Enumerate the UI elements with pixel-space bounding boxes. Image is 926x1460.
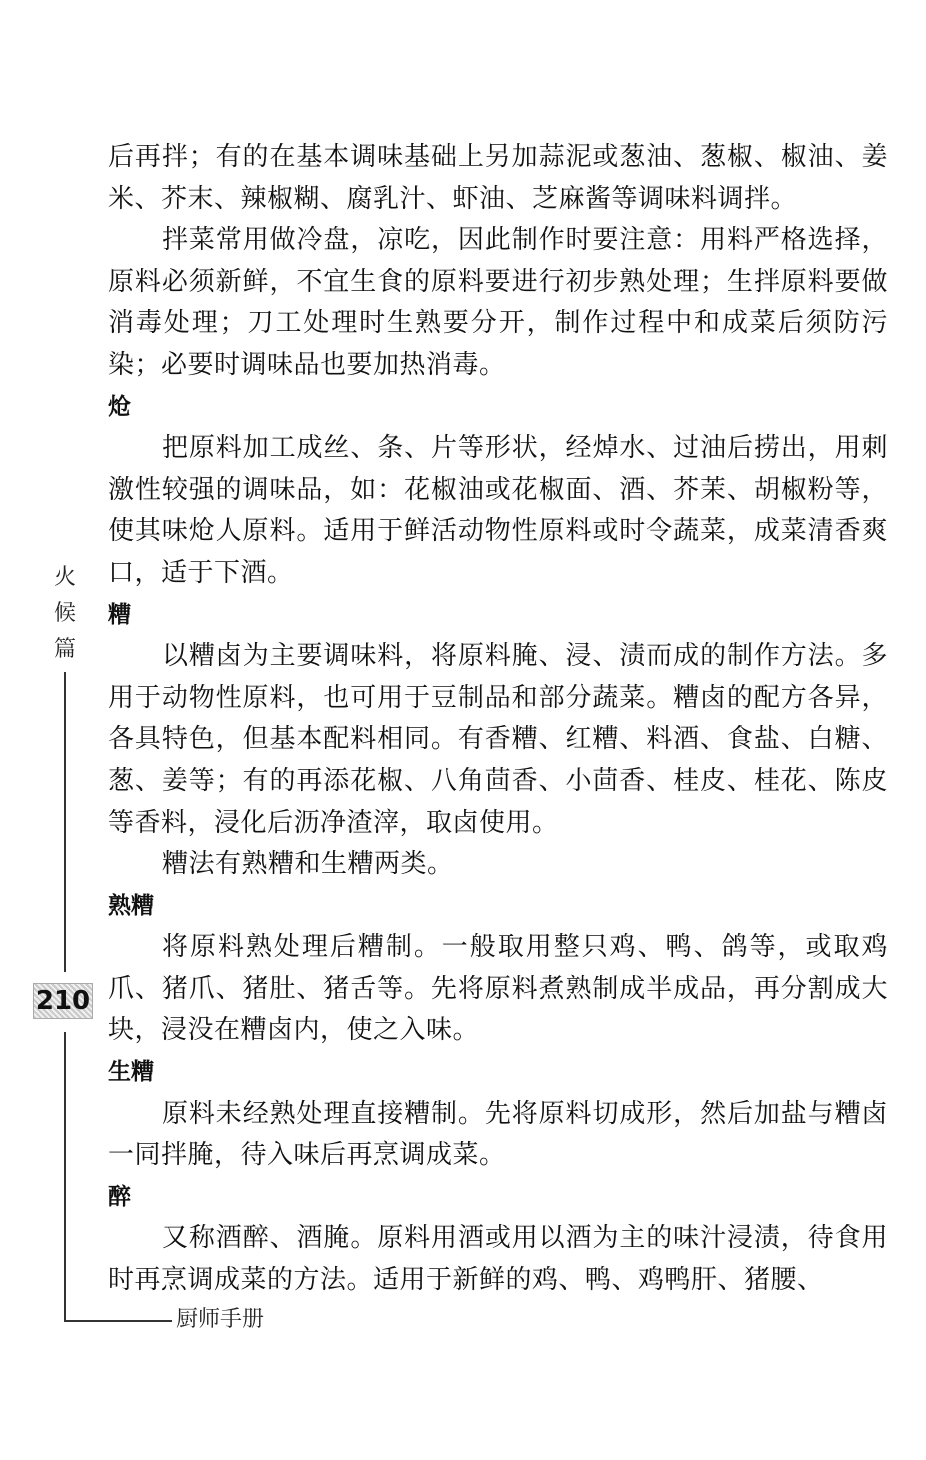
paragraph-continuation: 后再拌；有的在基本调味基础上另加蒜泥或葱油、葱椒、椒油、姜米、芥末、辣椒糊、腐乳汁、虾油、芝麻酱等调味料调拌。 (108, 142, 888, 214)
sidebar-rule-lower (64, 1032, 66, 1322)
heading-shengzao: 生糟 (108, 1059, 154, 1086)
heading-shuzao: 熟糟 (108, 892, 154, 919)
heading-zui: 醉 (108, 1183, 131, 1210)
paragraph-shuzao: 将原料熟处理后糟制。一般取用整只鸡、鸭、鸽等，或取鸡爪、猪爪、猪肚、猪舌等。先将原料煮熟制成半成品，再分割成大块，浸没在糟卤内，使之入味。 (108, 932, 888, 1046)
paragraph-shengzao: 原料未经熟处理直接糟制。先将原料切成形，然后加盐与糟卤一同拌腌，待入味后再烹调成菜。 (108, 1098, 888, 1171)
heading-qiang: 炝 (108, 393, 131, 420)
page-number: 210 (33, 983, 93, 1019)
paragraph-zui: 又称酒醉、酒腌。原料用酒或用以酒为主的味汁浸渍，待食用时再烹调成菜的方法。适用于新鲜的鸡、鸭、鸡鸭肝、猪腰、 (108, 1223, 888, 1296)
footer-book-title: 厨师手册 (176, 1307, 265, 1332)
paragraph-zao-types: 糟法有熟糟和生糟两类。 (162, 849, 454, 880)
paragraph-ban-notes: 拌菜常用做冷盘，凉吃，因此制作时要注意：用料严格选择，原料必须新鲜，不宜生食的原料要进行初步熟处理；生拌原料要做消毒处理；刀工处理时生熟要分开，制作过程中和成菜后须防污染；必要时调味品也要加热消毒。 (108, 225, 888, 380)
heading-zao: 糟 (108, 601, 131, 628)
footer-rule (64, 1320, 172, 1322)
sidebar-rule-upper (64, 672, 66, 972)
page-body (108, 137, 888, 1302)
paragraph-qiang: 把原料加工成丝、条、片等形状，经焯水、过油后捞出，用刺激性较强的调味品，如：花椒油或花椒面、酒、芥茉、胡椒粉等，使其味炝人原料。适用于鲜活动物性原料或时令蔬菜，成菜清香爽口，适于下酒。 (108, 433, 888, 588)
paragraph-zao: 以糟卤为主要调味料，将原料腌、浸、渍而成的制作方法。多用于动物性原料，也可用于豆制品和部分蔬菜。糟卤的配方各异，各具特色，但基本配料相同。有香糟、红糟、料酒、食盐、白糖、葱、姜等；有的再添花椒、八角茴香、小茴香、桂皮、桂花、陈皮等香料，浸化后沥净渣滓，取卤使用。 (108, 641, 888, 838)
section-label: 火候篇 (53, 565, 76, 662)
